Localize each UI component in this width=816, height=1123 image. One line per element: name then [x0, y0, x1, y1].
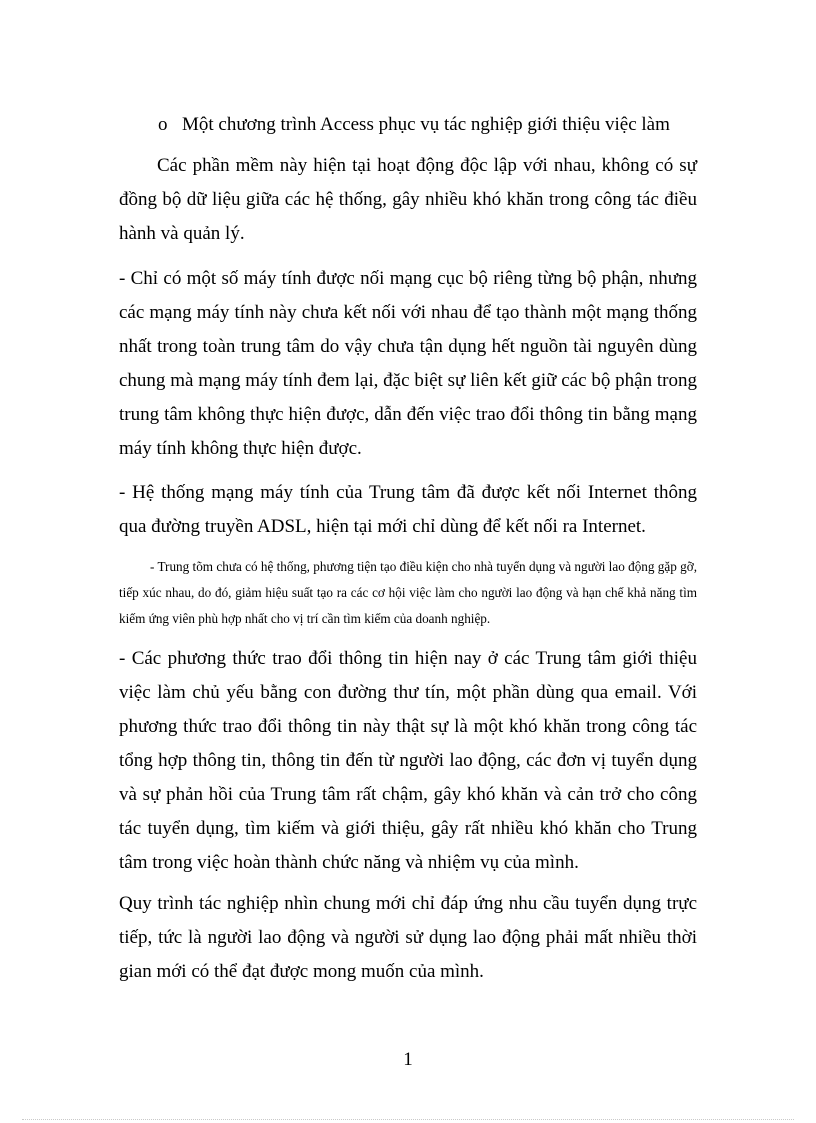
page-number: 1 — [403, 1049, 413, 1070]
paragraph-internet-adsl: - Hệ thống mạng máy tính của Trung tâm đã được kết nối Internet thông qua đường truyền ADSL, hiện tại mới chỉ dùng để kết nối ra Internet. — [119, 482, 697, 537]
paragraph-software-independence: Các phần mềm này hiện tại hoạt động độc lập với nhau, không có sự đồng bộ dữ liệu giữa các hệ thống, gây nhiều khó khăn trong công tác điều hành và quản lý. — [119, 155, 697, 244]
paragraph-communication-methods: - Các phương thức trao đổi thông tin hiện nay ở các Trung tâm giới thiệu việc làm chủ yếu bằng con đường thư tín, một phần dùng qua email. Với phương thức trao đổi thông tin này thật sự là một khó khăn trong công tác tổng hợp thông tin, thông tin đến từ người lao động, các đơn vị tuyển dụng và sự phản hồi của Trung tâm rất chậm, gây khó khăn và cản trở cho công tác tuyển dụng, tìm kiếm và giới thiệu, gây rất nhiều khó khăn cho Trung tâm trong việc hoàn thành chức năng và nhiệm vụ của mình. — [119, 648, 697, 873]
bullet-marker: o — [158, 114, 168, 135]
page-bottom-divider — [22, 1119, 794, 1120]
paragraph-employer-meeting-small: - Trung tõm chưa có hệ thống, phương tiện tạo điều kiện cho nhà tuyển dụng và người lao động gặp gỡ, tiếp xúc nhau, do đó, giảm hiệu suất tạo ra các cơ hội việc làm cho người lao động và hạn chế khả năng tìm kiếm ứng viên phù hợp nhất cho vị trí cần tìm kiếm của doanh nghiệp. — [119, 559, 697, 626]
paragraph-workflow-summary: Quy trình tác nghiệp nhìn chung mới chỉ đáp ứng nhu cầu tuyển dụng trực tiếp, tức là người lao động và người sử dụng lao động phải mất nhiều thời gian mới có thể đạt được mong muốn của mình. — [119, 893, 697, 982]
bullet-item — [158, 113, 670, 137]
bullet-item-text: Một chương trình Access phục vụ tác nghiệp giới thiệu việc làm — [182, 114, 670, 135]
paragraph-local-network: - Chỉ có một số máy tính được nối mạng cục bộ riêng từng bộ phận, nhưng các mạng máy tính này chưa kết nối với nhau để tạo thành một mạng thống nhất trong toàn trung tâm do vậy chưa tận dụng hết nguồn tài nguyên dùng chung mà mạng máy tính đem lại, đặc biệt sự liên kết giữ các bộ phận trong trung tâm không thực hiện được, dẫn đến việc trao đổi thông tin bằng mạng máy tính không thực hiện được. — [119, 268, 697, 459]
